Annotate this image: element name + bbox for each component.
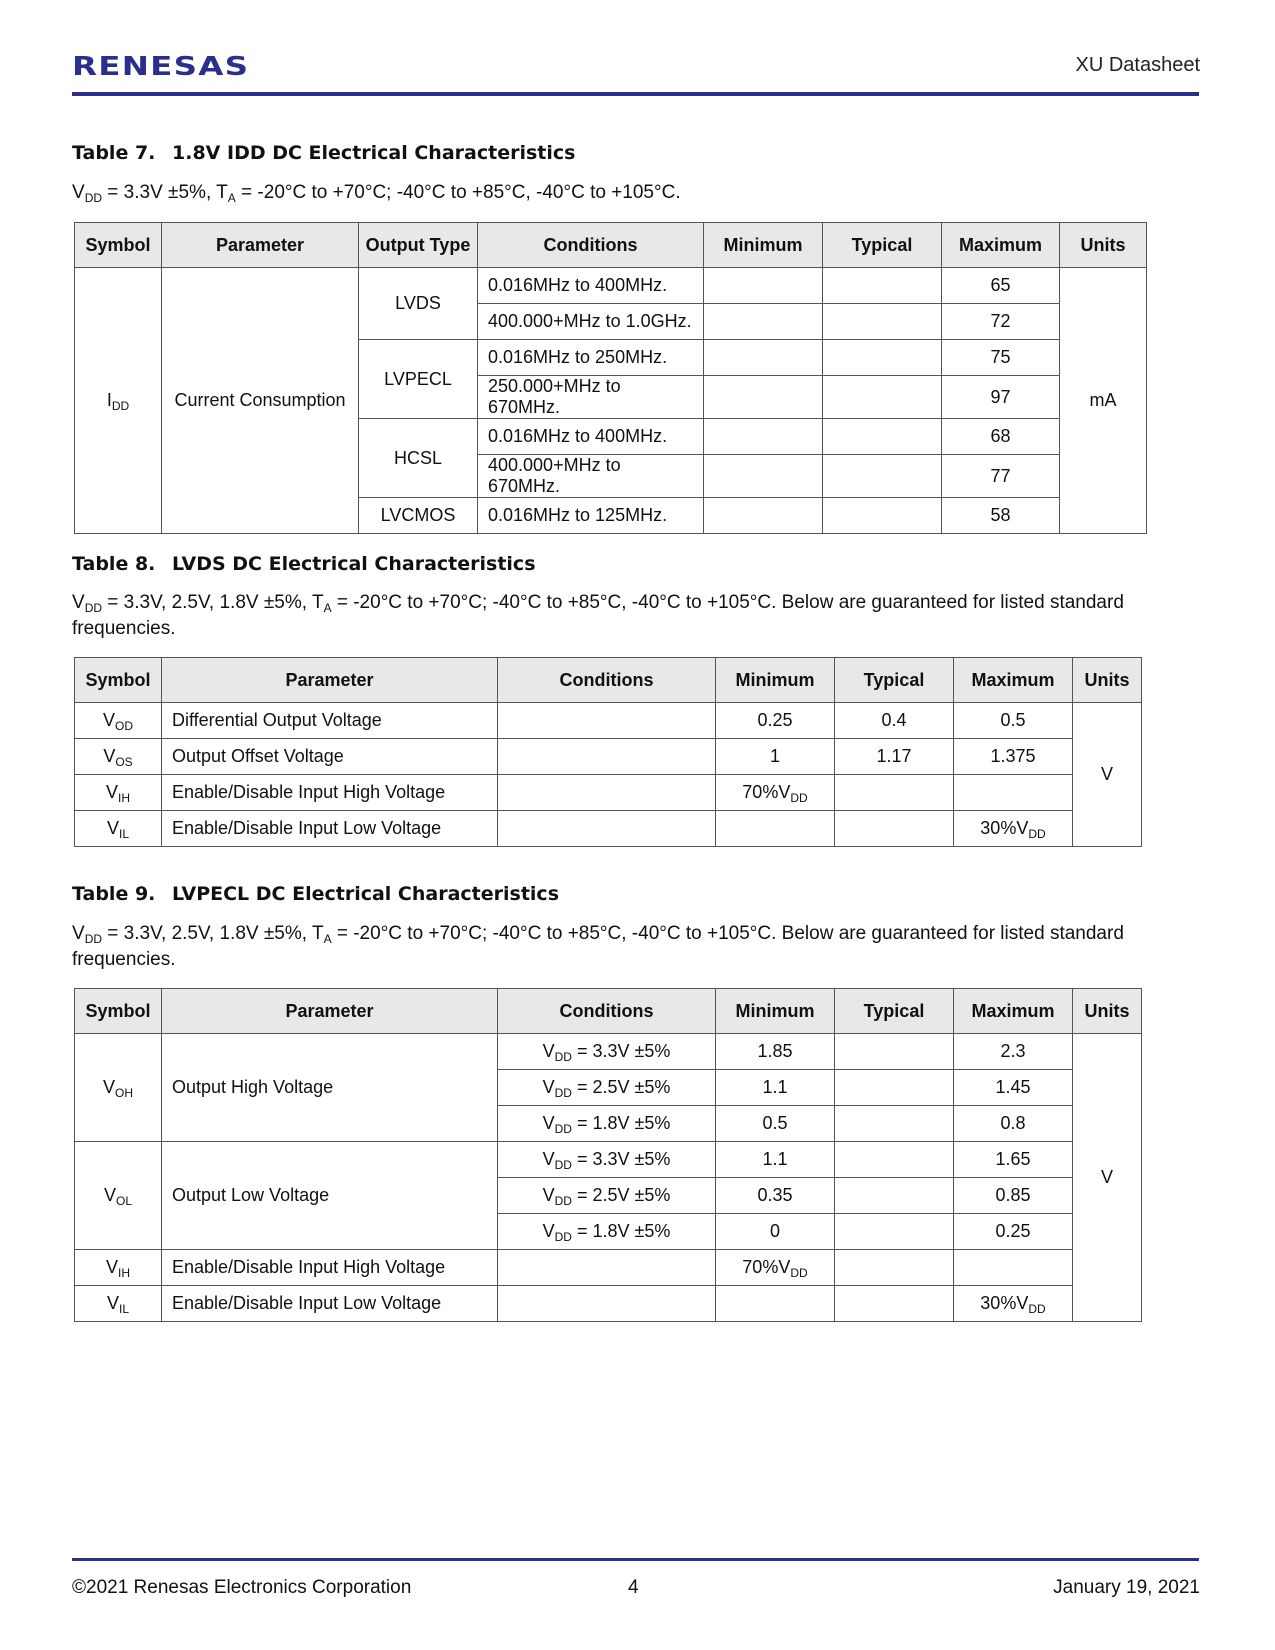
- table7-header-minimum: Minimum: [704, 223, 823, 268]
- table-row: [75, 1250, 1142, 1286]
- maximum-cell: [954, 775, 1073, 811]
- table7-header-units: Units: [1060, 223, 1147, 268]
- table9-caption: [72, 883, 559, 905]
- table9-title: LVPECL DC Electrical Characteristics: [172, 883, 560, 905]
- table8-caption: [72, 553, 536, 575]
- minimum-cell: [704, 340, 823, 376]
- symbol-cell: $V_{IL}$: [75, 811, 162, 847]
- minimum-cell: [716, 811, 835, 847]
- conditions-cell: [498, 775, 716, 811]
- footer-copyright: ©2021 Renesas Electronics Corporation: [72, 1577, 412, 1598]
- conditions-cell: $V_{DD} = 1.8V \pm 5\%$: [498, 1214, 716, 1250]
- conditions-cell: 0.016MHz to 400MHz.: [478, 419, 704, 455]
- maximum-cell: $30\%V_{DD}$: [954, 811, 1073, 847]
- table7-header-parameter: Parameter: [162, 223, 359, 268]
- typical-cell: [823, 376, 942, 419]
- output-type-cell: LVPECL: [359, 340, 478, 419]
- minimum-cell: $70\%V_{DD}$: [716, 775, 835, 811]
- typical-cell: [835, 1070, 954, 1106]
- table9: [74, 988, 1142, 1322]
- table7-caption: [72, 142, 575, 164]
- conditions-cell: [498, 1250, 716, 1286]
- typical-cell: [835, 1286, 954, 1322]
- symbol-cell: $V_{IH}$: [75, 1250, 162, 1286]
- table9-header-units: Units: [1073, 989, 1142, 1034]
- typical-cell: [835, 1142, 954, 1178]
- output-type-cell: LVDS: [359, 268, 478, 340]
- maximum-cell: 75: [942, 340, 1060, 376]
- maximum-cell: 2.3: [954, 1034, 1073, 1070]
- table8-header-symbol: Symbol: [75, 658, 162, 703]
- minimum-cell: [704, 455, 823, 498]
- output-type-cell: LVCMOS: [359, 498, 478, 534]
- table8-header-parameter: Parameter: [162, 658, 498, 703]
- symbol-cell: $V_{IH}$: [75, 775, 162, 811]
- conditions-cell: 400.000+MHz to 670MHz.: [478, 455, 704, 498]
- parameter-cell: Enable/Disable Input High Voltage: [162, 1250, 498, 1286]
- typical-cell: [823, 419, 942, 455]
- minimum-cell: $70\%V_{DD}$: [716, 1250, 835, 1286]
- minimum-cell: 0.25: [716, 703, 835, 739]
- maximum-cell: 0.5: [954, 703, 1073, 739]
- table-row: [75, 268, 1147, 304]
- output-type-cell: HCSL: [359, 419, 478, 498]
- typical-cell: [823, 455, 942, 498]
- typical-cell: [835, 1214, 954, 1250]
- typical-cell: [835, 1250, 954, 1286]
- symbol-cell: $V_{OH}$: [75, 1034, 162, 1142]
- footer-date: January 19, 2021: [1053, 1577, 1200, 1598]
- renesas-logo: RENESAS: [72, 52, 250, 82]
- parameter-cell: Differential Output Voltage: [162, 703, 498, 739]
- table8-header-maximum: Maximum: [954, 658, 1073, 703]
- conditions-cell: 0.016MHz to 250MHz.: [478, 340, 704, 376]
- table8-conditions: $V_{DD} = 3.3V$, 2.5V, 1.8V ±5%, $T_A = -20^\circ C$ to +70°C; -40°C to +85°C, -40°C to +105°C. Below are guaranteed for listed standard frequencies.: [72, 592, 1124, 639]
- minimum-cell: 0.5: [716, 1106, 835, 1142]
- table7: [74, 222, 1147, 534]
- document-title: XU Datasheet: [1075, 54, 1200, 76]
- conditions-cell: $V_{DD} = 3.3V \pm 5\%$: [498, 1034, 716, 1070]
- parameter-cell: Enable/Disable Input High Voltage: [162, 775, 498, 811]
- parameter-cell: Enable/Disable Input Low Voltage: [162, 1286, 498, 1322]
- minimum-cell: [704, 268, 823, 304]
- table-row: [75, 1034, 1142, 1070]
- minimum-cell: 1.85: [716, 1034, 835, 1070]
- maximum-cell: 68: [942, 419, 1060, 455]
- table-row: [75, 739, 1142, 775]
- typical-cell: 0.4: [835, 703, 954, 739]
- conditions-cell: 250.000+MHz to 670MHz.: [478, 376, 704, 419]
- table9-header-typical: Typical: [835, 989, 954, 1034]
- units-cell: V: [1073, 703, 1142, 847]
- typical-cell: [835, 1106, 954, 1142]
- table7-header-maximum: Maximum: [942, 223, 1060, 268]
- maximum-cell: 58: [942, 498, 1060, 534]
- table9-header-maximum: Maximum: [954, 989, 1073, 1034]
- minimum-cell: [704, 498, 823, 534]
- footer-rule: [72, 1558, 1199, 1561]
- table8-header-row: [75, 658, 1142, 703]
- conditions-cell: [498, 703, 716, 739]
- parameter-cell: Output High Voltage: [162, 1034, 498, 1142]
- table7-number: Table 7.: [72, 142, 156, 164]
- maximum-cell: 1.45: [954, 1070, 1073, 1106]
- maximum-cell: 65: [942, 268, 1060, 304]
- conditions-cell: $V_{DD} = 2.5V \pm 5\%$: [498, 1178, 716, 1214]
- conditions-cell: [498, 739, 716, 775]
- minimum-cell: [704, 304, 823, 340]
- header-rule: [72, 92, 1199, 96]
- table9-header-conditions: Conditions: [498, 989, 716, 1034]
- minimum-cell: [704, 376, 823, 419]
- table7-header-row: [75, 223, 1147, 268]
- conditions-cell: [498, 811, 716, 847]
- table7-header-conditions: Conditions: [478, 223, 704, 268]
- conditions-cell: 0.016MHz to 400MHz.: [478, 268, 704, 304]
- table9-header-minimum: Minimum: [716, 989, 835, 1034]
- table-row: [75, 775, 1142, 811]
- typical-cell: [835, 775, 954, 811]
- table9-conditions: $V_{DD} = 3.3V$, 2.5V, 1.8V ±5%, $T_A = -20^\circ C$ to +70°C; -40°C to +85°C, -40°C to +105°C. Below are guaranteed for listed standard frequencies.: [72, 923, 1124, 970]
- minimum-cell: 1.1: [716, 1070, 835, 1106]
- maximum-cell: 1.375: [954, 739, 1073, 775]
- table9-header-parameter: Parameter: [162, 989, 498, 1034]
- minimum-cell: 0.35: [716, 1178, 835, 1214]
- conditions-cell: 0.016MHz to 125MHz.: [478, 498, 704, 534]
- minimum-cell: 0: [716, 1214, 835, 1250]
- table-row: [75, 1286, 1142, 1322]
- conditions-cell: $V_{DD} = 3.3V \pm 5\%$: [498, 1142, 716, 1178]
- maximum-cell: 0.8: [954, 1106, 1073, 1142]
- symbol-cell: $I_{DD}$: [75, 268, 162, 534]
- table9-header-row: [75, 989, 1142, 1034]
- parameter-cell: Output Offset Voltage: [162, 739, 498, 775]
- table7-header-typical: Typical: [823, 223, 942, 268]
- symbol-cell: $V_{IL}$: [75, 1286, 162, 1322]
- table7-conditions: $V_{DD} = 3.3V \pm 5\%$, $T_A = -20^\circ C$ to +70°C; -40°C to +85°C, -40°C to +105°C.: [72, 182, 681, 205]
- parameter-cell: Enable/Disable Input Low Voltage: [162, 811, 498, 847]
- table9-header-symbol: Symbol: [75, 989, 162, 1034]
- conditions-cell: $V_{DD} = 2.5V \pm 5\%$: [498, 1070, 716, 1106]
- table-row: [75, 811, 1142, 847]
- minimum-cell: 1: [716, 739, 835, 775]
- typical-cell: [835, 1178, 954, 1214]
- maximum-cell: 0.25: [954, 1214, 1073, 1250]
- units-cell: V: [1073, 1034, 1142, 1322]
- maximum-cell: 97: [942, 376, 1060, 419]
- table8-header-units: Units: [1073, 658, 1142, 703]
- page-number: 4: [628, 1577, 639, 1598]
- conditions-cell: 400.000+MHz to 1.0GHz.: [478, 304, 704, 340]
- table7-title: 1.8V IDD DC Electrical Characteristics: [172, 142, 576, 164]
- maximum-cell: [954, 1250, 1073, 1286]
- table7-header-symbol: Symbol: [75, 223, 162, 268]
- parameter-cell: Output Low Voltage: [162, 1142, 498, 1250]
- table7-header-output-type: Output Type: [359, 223, 478, 268]
- table8-header-minimum: Minimum: [716, 658, 835, 703]
- conditions-cell: $V_{DD} = 1.8V \pm 5\%$: [498, 1106, 716, 1142]
- minimum-cell: 1.1: [716, 1142, 835, 1178]
- maximum-cell: 1.65: [954, 1142, 1073, 1178]
- typical-cell: [823, 268, 942, 304]
- maximum-cell: 77: [942, 455, 1060, 498]
- typical-cell: [823, 498, 942, 534]
- symbol-cell: $V_{OS}$: [75, 739, 162, 775]
- symbol-cell: $V_{OL}$: [75, 1142, 162, 1250]
- table8-header-typical: Typical: [835, 658, 954, 703]
- parameter-cell: Current Consumption: [162, 268, 359, 534]
- minimum-cell: [704, 419, 823, 455]
- table-row: [75, 1142, 1142, 1178]
- symbol-cell: $V_{OD}$: [75, 703, 162, 739]
- minimum-cell: [716, 1286, 835, 1322]
- maximum-cell: 72: [942, 304, 1060, 340]
- units-cell: mA: [1060, 268, 1147, 534]
- typical-cell: 1.17: [835, 739, 954, 775]
- table8-header-conditions: Conditions: [498, 658, 716, 703]
- table-row: [75, 703, 1142, 739]
- maximum-cell: 0.85: [954, 1178, 1073, 1214]
- typical-cell: [835, 1034, 954, 1070]
- conditions-cell: [498, 1286, 716, 1322]
- typical-cell: [835, 811, 954, 847]
- maximum-cell: $30\%V_{DD}$: [954, 1286, 1073, 1322]
- table9-number: Table 9.: [72, 883, 156, 905]
- typical-cell: [823, 340, 942, 376]
- table8: [74, 657, 1142, 847]
- table8-title: LVDS DC Electrical Characteristics: [172, 553, 536, 575]
- typical-cell: [823, 304, 942, 340]
- table8-number: Table 8.: [72, 553, 156, 575]
